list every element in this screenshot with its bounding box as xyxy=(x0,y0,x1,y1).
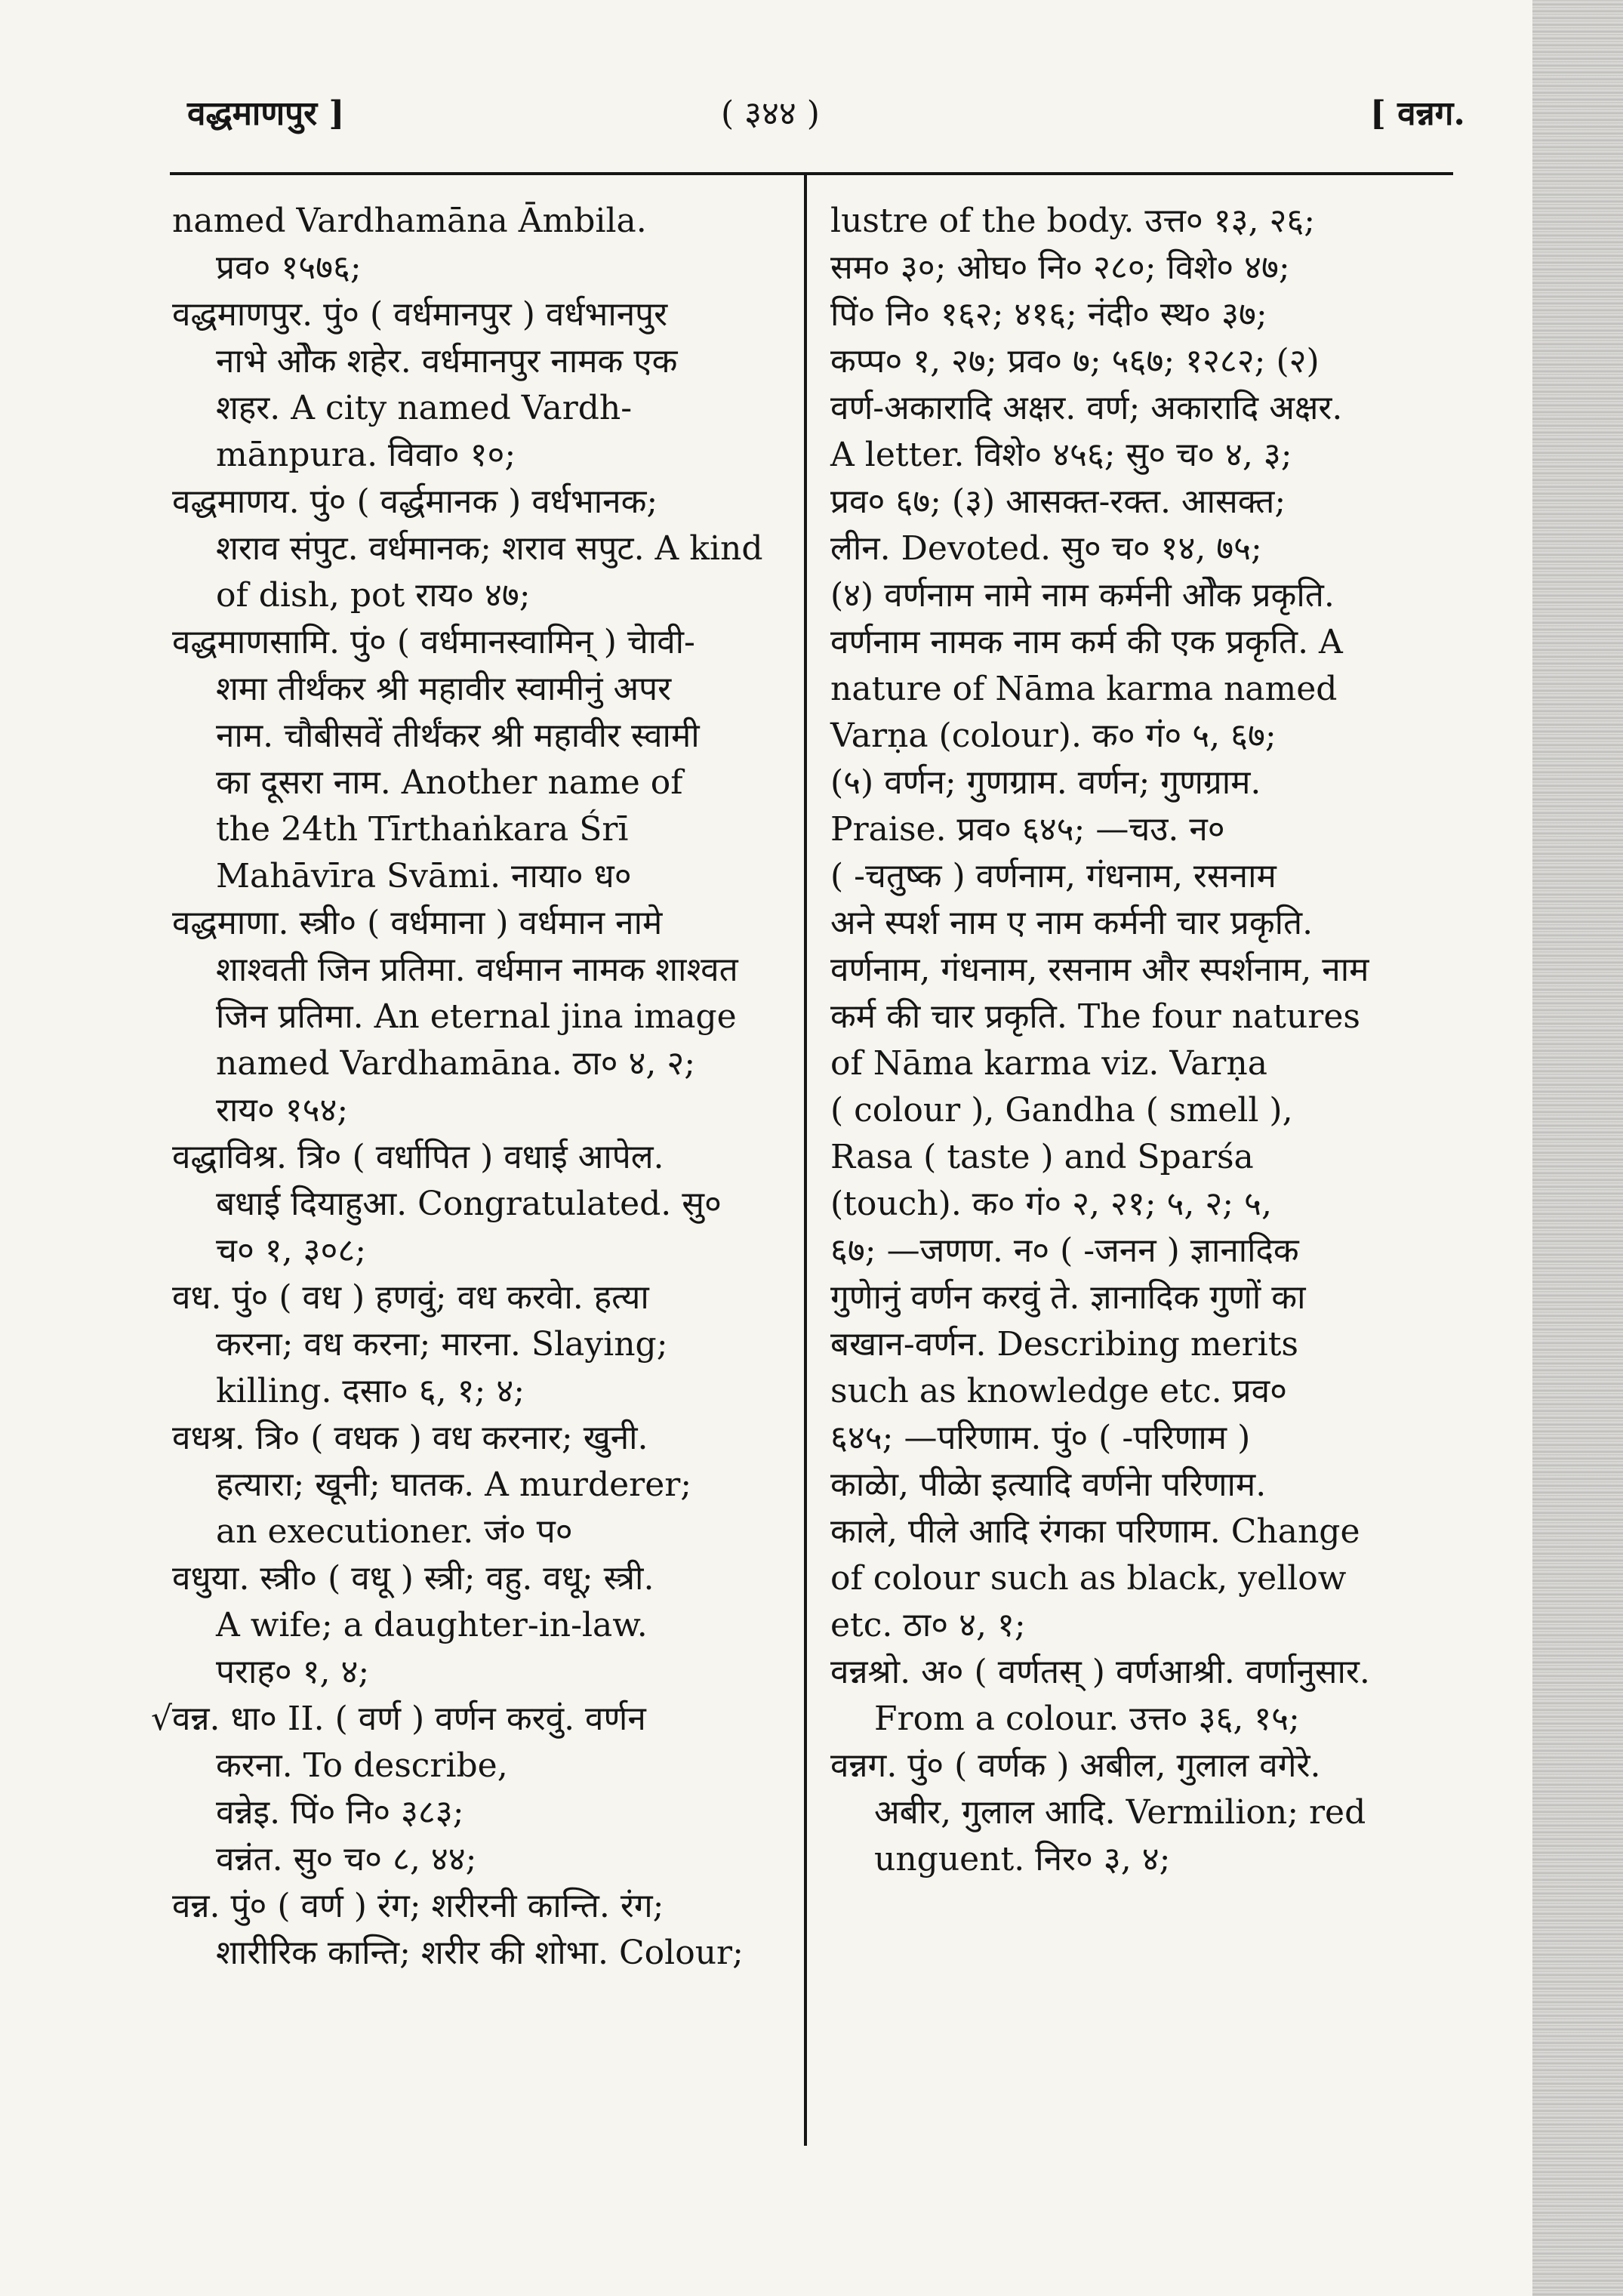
entry-line: जिन प्रतिमा. An eternal jina image xyxy=(216,997,737,1036)
entry-line: शमा तीर्थंकर श्री महावीर स्वामीनुं अपर xyxy=(216,670,672,708)
entry-line: वद्धाविश्र. त्रि० ( वर्धापित ) वधाई आपेल. xyxy=(172,1138,664,1176)
left-column xyxy=(151,198,787,2161)
dictionary-entry xyxy=(172,1134,787,1274)
entry-line: the 24th Tīrthaṅkara Śrī xyxy=(216,810,629,849)
entry-line: प्रव० १५७६; xyxy=(216,248,362,287)
header-rule xyxy=(170,172,1453,175)
entry-line: वर्ण-अकारादि अक्षर. वर्ण; अकारादि अक्षर. xyxy=(830,389,1343,427)
root-check-mark: √ xyxy=(151,1700,173,1738)
entry-continuation xyxy=(830,198,1443,1649)
dictionary-entry xyxy=(172,900,787,1134)
entry-line: वन्नेइ. पिं० नि० ३८३; xyxy=(216,1793,464,1832)
right-column xyxy=(830,198,1443,2161)
entry-line: नाम. चौबीसवें तीर्थंकर श्री महावीर स्वामी xyxy=(216,717,700,755)
entry-line: करना. To describe, xyxy=(216,1746,508,1785)
entry-line: पिं० नि० १६२; ४१६; नंदी० स्थ० ३७; xyxy=(830,295,1267,334)
entry-line: शराव संपुट. वर्धमानक; शराव सपुट. A kind xyxy=(216,529,763,568)
entry-line: कप्प० १, २७; प्रव० ७; ५६७; १२८२; (२) xyxy=(830,342,1320,381)
entry-line: Mahāvīra Svāmi. नाया० ध० xyxy=(216,857,632,895)
entry-line: of dish, pot राय० ४७; xyxy=(216,576,531,615)
dictionary-entry xyxy=(830,1649,1443,1743)
entry-line: an executioner. जं० प० xyxy=(216,1512,573,1551)
entry-line: करना; वध करना; मारना. Slaying; xyxy=(216,1325,668,1364)
column-divider xyxy=(804,175,807,2146)
entry-line: nature of Nāma karma named xyxy=(830,670,1338,708)
entry-line: वन्न. पुं० ( वर्ण ) रंग; शरीरनी कान्ति. रंग; xyxy=(172,1887,664,1925)
entry-line: का दूसरा नाम. Another name of xyxy=(216,763,683,802)
entry-line: named Vardhamāna Āmbila. xyxy=(172,202,647,240)
entry-line: named Vardhamāna. ठा० ४, २; xyxy=(216,1044,696,1083)
entry-line: unguent. निर० ३, ४; xyxy=(874,1840,1171,1878)
entry-line: ( colour ), Gandha ( smell ), xyxy=(830,1091,1293,1130)
entry-line: Praise. प्रव० ६४५; —चउ. न० xyxy=(830,810,1225,849)
dictionary-entry xyxy=(172,198,787,291)
entry-line: lustre of the body. उत्त० १३, २६; xyxy=(830,202,1316,240)
entry-line: वधश्र. त्रि० ( वधक ) वध करनार; खुनी. xyxy=(172,1419,648,1457)
entry-line: वद्धमाणय. पुं० ( वर्द्धमानक ) वर्धभानक; xyxy=(172,482,658,521)
entry-line: शाश्वती जिन प्रतिमा. वर्धमान नामक शाश्वत xyxy=(216,951,738,989)
entry-line: बधाई दियाहुआ. Congratulated. सु० xyxy=(216,1185,722,1223)
dictionary-entry xyxy=(172,479,787,619)
entry-line: वद्धमाणा. स्त्री० ( वर्धमाना ) वर्धमान नामे xyxy=(172,904,663,942)
entry-line: ६७; —जणण. न० ( -जनन ) ज्ञानादिक xyxy=(830,1231,1299,1270)
entry-line: सम० ३०; ओघ० नि० २८०; विशे० ४७; xyxy=(830,248,1290,287)
entry-line: वद्धमाणसामि. पुं० ( वर्धमानस्वामिन् ) चेावी- xyxy=(172,623,695,661)
entry-line: वद्धमाणपुर. पुं० ( वर्धमानपुर ) वर्धभानपुर xyxy=(172,295,668,334)
entry-line: (touch). क० गं० २, २१; ५, २; ५, xyxy=(830,1185,1272,1223)
dictionary-entry xyxy=(830,1743,1443,1883)
entry-line: काळेा, पीळेा इत्यादि वर्णनेा परिणाम. xyxy=(830,1465,1267,1504)
entry-line: वन्न. धा० II. ( वर्ण ) वर्णन करवुं. वर्णन xyxy=(172,1700,646,1738)
entry-line: अने स्पर्श नाम ए नाम कर्मनी चार प्रकृति. xyxy=(830,904,1313,942)
entry-line: नाभे ओेक शहेर. वर्धमानपुर नामक एक xyxy=(216,342,678,381)
entry-line: A letter. विशे० ४५६; सु० च० ४, ३; xyxy=(830,436,1292,474)
entry-line: वन्नंत. सु० च० ८, ४४; xyxy=(216,1840,477,1878)
entry-line: शारीरिक कान्ति; शरीर की शोभा. Colour; xyxy=(216,1934,744,1972)
entry-line: of colour such as black, yellow xyxy=(830,1559,1347,1598)
entry-line: लीन. Devoted. सु० च० १४, ७५; xyxy=(830,529,1262,568)
sub-entry xyxy=(172,1836,787,1883)
entry-line: वधुया. स्त्री० ( वधू ) स्त्री; वहु. वधू; स्त्री. xyxy=(172,1559,654,1598)
entry-line: such as knowledge etc. प्रव० xyxy=(830,1372,1288,1410)
sub-entry xyxy=(172,1789,787,1836)
entry-line: From a colour. उत्त० ३६, १५; xyxy=(874,1700,1300,1738)
header-left-guide-word: वद्धमाणपुर ] xyxy=(187,94,345,133)
entry-line: हत्यारा; खूनी; घातक. A murderer; xyxy=(216,1465,692,1504)
dictionary-entry xyxy=(172,1415,787,1555)
entry-line: गुणेानुं वर्णन करवुं ते. ज्ञानादिक गुणों का xyxy=(830,1278,1306,1317)
entry-line: च० १, ३०८; xyxy=(216,1231,367,1270)
entry-line: काले, पीले आदि रंगका परिणाम. Change xyxy=(830,1512,1360,1551)
dictionary-entry xyxy=(172,1555,787,1696)
entry-line: वन्नग. पुं० ( वर्णक ) अबील, गुलाल वगेरे. xyxy=(830,1746,1321,1785)
header-right-guide-word: [ वन्नग. xyxy=(1370,94,1465,133)
dictionary-entry xyxy=(151,1696,787,1789)
dictionary-entry xyxy=(172,1883,787,1977)
entry-line: वर्णनाम, गंधनाम, रसनाम और स्पर्शनाम, नाम xyxy=(830,951,1369,989)
entry-line: mānpura. विवा० १०; xyxy=(216,436,516,474)
scan-edge-shadow xyxy=(1532,0,1623,2296)
entry-line: (५) वर्णन; गुणग्राम. वर्णन; गुणग्राम. xyxy=(830,763,1261,802)
entry-line: बखान-वर्णन. Describing merits xyxy=(830,1325,1298,1364)
entry-line: पराह० १, ४; xyxy=(216,1653,370,1691)
entry-line: etc. ठा० ४, १; xyxy=(830,1606,1026,1644)
entry-line: अबीर, गुलाल आदि. Vermilion; red xyxy=(874,1793,1366,1832)
dictionary-entry xyxy=(172,619,787,900)
entry-line: वध. पुं० ( वध ) हणवुं; वध करवेा. हत्या xyxy=(172,1278,649,1317)
entry-line: of Nāma karma viz. Varṇa xyxy=(830,1044,1267,1083)
entry-line: वर्णनाम नामक नाम कर्म की एक प्रकृति. A xyxy=(830,623,1343,661)
dictionary-entry xyxy=(172,291,787,479)
entry-line: Varṇa (colour). क० गं० ५, ६७; xyxy=(830,717,1277,755)
entry-line: A wife; a daughter-in-law. xyxy=(216,1606,648,1644)
entry-line: शहर. A city named Vardh- xyxy=(216,389,633,427)
entry-line: प्रव० ६७; (३) आसक्त-रक्त. आसक्त; xyxy=(830,482,1286,521)
entry-line: कर्म की चार प्रकृति. The four natures xyxy=(830,997,1360,1036)
entry-line: राय० १५४; xyxy=(216,1091,349,1130)
entry-line: Rasa ( taste ) and Sparśa xyxy=(830,1138,1254,1176)
entry-line: (४) वर्णनाम नामे नाम कर्मनी ओेक प्रकृति. xyxy=(830,576,1335,615)
entry-line: ६४५; —परिणाम. पुं० ( -परिणाम ) xyxy=(830,1419,1251,1457)
entry-line: killing. दसा० ६, १; ४; xyxy=(216,1372,525,1410)
entry-line: वन्नश्रो. अ० ( वर्णतस् ) वर्णआश्री. वर्णानुसार. xyxy=(830,1653,1370,1691)
entry-line: ( -चतुष्क ) वर्णनाम, गंधनाम, रसनाम xyxy=(830,857,1277,895)
page-number: ( ३४४ ) xyxy=(721,94,820,133)
dictionary-entry xyxy=(172,1274,787,1415)
